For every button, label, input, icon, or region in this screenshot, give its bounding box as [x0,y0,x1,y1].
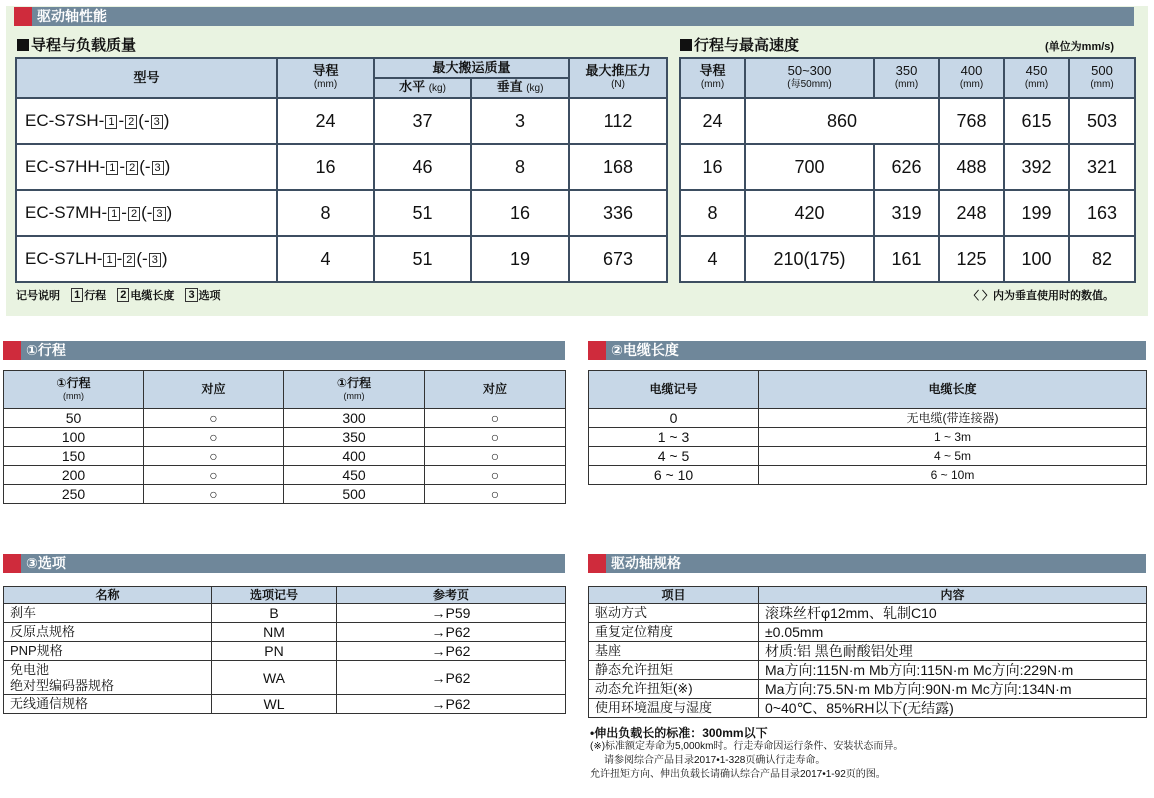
spec-title: 驱动轴规格 [611,555,681,571]
speed-cell: 626 [874,144,939,190]
table-row [589,447,1147,466]
stroke-table [3,370,566,504]
vertical-cell: 16 [471,190,569,236]
stroke-value: 500 [284,485,425,504]
horizontal-cell: 37 [374,98,471,144]
lead-cell: 24 [277,98,374,144]
option-code: PN [212,642,337,661]
lead-cell: 24 [680,98,745,144]
cable-title: ②电缆长度 [611,342,679,358]
note-line: 请参阅综合产品目录2017•1-328页确认行走寿命。 [604,755,826,766]
option-page: →P59 [337,604,566,623]
option-page: →P62 [337,623,566,642]
model-cell: EC-S7MH- 1 - 2 (- 3 ) [16,190,277,236]
speed-cell: 392 [1004,144,1069,190]
spec-item: 使用环境温度与湿度 [589,699,759,718]
table-row [16,144,667,190]
support-mark: ○ [144,447,284,466]
vertical-cell: 19 [471,236,569,282]
option-code: NM [212,623,337,642]
drive-performance-title-bar [14,7,1134,26]
support-mark: ○ [425,428,566,447]
speed-cell: 161 [874,236,939,282]
speed-cell: 163 [1069,190,1135,236]
unit-note: (单位为mm/s) [1045,41,1115,53]
support-mark: ○ [144,466,284,485]
stroke-value: 150 [4,447,144,466]
speed-cell: 488 [939,144,1004,190]
option-code: B [212,604,337,623]
legend: 记号说明 1 行程 2 电缆长度 3 选项 [16,289,221,302]
option-title: ③选项 [26,555,66,571]
option-code: WA [212,661,337,695]
speed-cell: 248 [939,190,1004,236]
stroke-value: 450 [284,466,425,485]
option-title-bar [3,554,565,573]
lead-load-heading: 导程与负载质量 [17,34,136,55]
support-mark: ○ [144,485,284,504]
option-code: WL [212,695,337,714]
speed-cell: 860 [745,98,939,144]
table-row [4,447,566,466]
cable-length: 6 ~ 10m [759,466,1147,485]
header-stroke-500: 500 (mm) [1069,58,1135,98]
table-row [589,642,1147,661]
cable-title-bar [588,341,1146,360]
header-name: 名称 [4,587,212,604]
header-item: 项目 [589,587,759,604]
cable-length: 无电缆(带连接器) [759,409,1147,428]
option-name: 无线通信规格 [4,695,212,714]
table-row [680,236,1135,282]
spec-item: 动态允许扭矩(※) [589,680,759,699]
note-line: 允许扭矩方向、伸出负载长请确认综合产品目录2017•1-92页的图。 [590,769,886,780]
model-cell: EC-S7HH- 1 - 2 (- 3 ) [16,144,277,190]
vertical-cell: 3 [471,98,569,144]
header-vertical: 垂直 (kg) [471,78,569,98]
speed-cell: 100 [1004,236,1069,282]
cable-code: 1 ~ 3 [589,428,759,447]
header-stroke-400: 400 (mm) [939,58,1004,98]
spec-table [588,586,1147,718]
stroke-title: ①行程 [26,342,66,358]
speed-cell: 420 [745,190,874,236]
title-marker [14,7,32,26]
table-row [589,409,1147,428]
header-support: 对应 [425,371,566,409]
stroke-value: 250 [4,485,144,504]
table-row [589,466,1147,485]
option-name: 免电池 绝对型编码器规格 [4,661,212,695]
speed-cell: 125 [939,236,1004,282]
table-row [16,236,667,282]
horizontal-cell: 46 [374,144,471,190]
speed-cell: 503 [1069,98,1135,144]
cable-code: 4 ~ 5 [589,447,759,466]
header-support: 对应 [144,371,284,409]
spec-item: 静态允许扭矩 [589,661,759,680]
drive-performance-title: 驱动轴性能 [37,8,107,24]
spec-title-bar [588,554,1146,573]
header-max-push: 最大推压力 (N) [569,58,667,98]
title-marker [3,554,21,573]
header-stroke-350: 350 (mm) [874,58,939,98]
spec-notes [590,726,903,782]
table-row [589,623,1147,642]
lead-cell: 16 [277,144,374,190]
header-stroke-50-300: 50~300 (每50mm) [745,58,874,98]
cable-code: 6 ~ 10 [589,466,759,485]
table-row [589,428,1147,447]
cable-table [588,370,1147,485]
title-marker [588,554,606,573]
square-bullet-icon [680,39,692,51]
table-row [680,190,1135,236]
speed-cell: 700 [745,144,874,190]
table-row [589,661,1147,680]
table-row [4,428,566,447]
support-mark: ○ [425,485,566,504]
spec-item: 基座 [589,642,759,661]
stroke-value: 100 [4,428,144,447]
speed-cell: 768 [939,98,1004,144]
spec-content: Ma方向:115N·m Mb方向:115N·m Mc方向:229N·m [759,661,1147,680]
model-cell: EC-S7SH- 1 - 2 (- 3 ) [16,98,277,144]
speed-cell: 319 [874,190,939,236]
spec-content: ±0.05mm [759,623,1147,642]
header-lead: 导程 (mm) [277,58,374,98]
spec-content: 0~40℃、85%RH以下(无结露) [759,699,1147,718]
push-cell: 112 [569,98,667,144]
push-cell: 673 [569,236,667,282]
spec-content: 材质:铝 黑色耐酸铝处理 [759,642,1147,661]
header-stroke: ①行程 (mm) [284,371,425,409]
cable-code: 0 [589,409,759,428]
spec-content: Ma方向:75.5N·m Mb方向:90N·m Mc方向:134N·m [759,680,1147,699]
stroke-speed-heading: 行程与最高速度 [680,34,799,55]
spec-item: 重复定位精度 [589,623,759,642]
header-option-code: 选项记号 [212,587,337,604]
stroke-title-bar [3,341,565,360]
header-cable-length: 电缆长度 [759,371,1147,409]
table-row [16,190,667,236]
option-name: PNP规格 [4,642,212,661]
table-row [589,699,1147,718]
horizontal-cell: 51 [374,190,471,236]
table-row [589,604,1147,623]
lead-load-table [15,57,668,283]
support-mark: ○ [425,466,566,485]
table-row [4,485,566,504]
header-max-mass: 最大搬运质量 [374,58,569,78]
speed-cell: 321 [1069,144,1135,190]
speed-cell: 82 [1069,236,1135,282]
lead-cell: 16 [680,144,745,190]
spec-content: 滚珠丝杆φ12mm、轧制C10 [759,604,1147,623]
option-page: →P62 [337,642,566,661]
lead-cell: 8 [277,190,374,236]
horizontal-cell: 51 [374,236,471,282]
lead-cell: 4 [277,236,374,282]
table-row [4,409,566,428]
support-mark: ○ [425,409,566,428]
stroke-value: 200 [4,466,144,485]
speed-cell: 615 [1004,98,1069,144]
option-page: →P62 [337,661,566,695]
table-row [680,98,1135,144]
support-mark: ○ [144,409,284,428]
vertical-cell: 8 [471,144,569,190]
header-content: 内容 [759,587,1147,604]
table-row [4,604,566,623]
stroke-speed-table [679,57,1136,283]
table-row [4,623,566,642]
vertical-value-note: 〈 〉内为垂直使用时的数值。 [968,290,1115,302]
option-page: →P62 [337,695,566,714]
option-table [3,586,566,714]
table-row [4,661,566,695]
speed-cell: 199 [1004,190,1069,236]
push-cell: 168 [569,144,667,190]
table-row [4,642,566,661]
cable-length: 4 ~ 5m [759,447,1147,466]
option-name: 反原点规格 [4,623,212,642]
table-row [680,144,1135,190]
option-name: 刹车 [4,604,212,623]
square-bullet-icon [17,39,29,51]
header-stroke-450: 450 (mm) [1004,58,1069,98]
header-horizontal: 水平 (kg) [374,78,471,98]
title-marker [3,341,21,360]
table-row [589,680,1147,699]
table-row [4,466,566,485]
header-stroke: ①行程 (mm) [4,371,144,409]
cable-length: 1 ~ 3m [759,428,1147,447]
support-mark: ○ [425,447,566,466]
table-row [16,98,667,144]
header-model: 型号 [16,58,277,98]
stroke-value: 300 [284,409,425,428]
spec-item: 驱动方式 [589,604,759,623]
model-cell: EC-S7LH- 1 - 2 (- 3 ) [16,236,277,282]
stroke-value: 50 [4,409,144,428]
note-line: (※)标准额定寿命为5,000km时。行走寿命因运行条件、安装状态而异。 [590,741,904,752]
stroke-value: 400 [284,447,425,466]
table-row [4,695,566,714]
header-lead: 导程 (mm) [680,58,745,98]
lead-cell: 4 [680,236,745,282]
push-cell: 336 [569,190,667,236]
header-cable-code: 电缆记号 [589,371,759,409]
header-ref-page: 参考页 [337,587,566,604]
support-mark: ○ [144,428,284,447]
speed-cell: 210(175) [745,236,874,282]
note-line: •伸出负载长的标准：300mm以下 [590,726,768,740]
title-marker [588,341,606,360]
stroke-value: 350 [284,428,425,447]
lead-cell: 8 [680,190,745,236]
